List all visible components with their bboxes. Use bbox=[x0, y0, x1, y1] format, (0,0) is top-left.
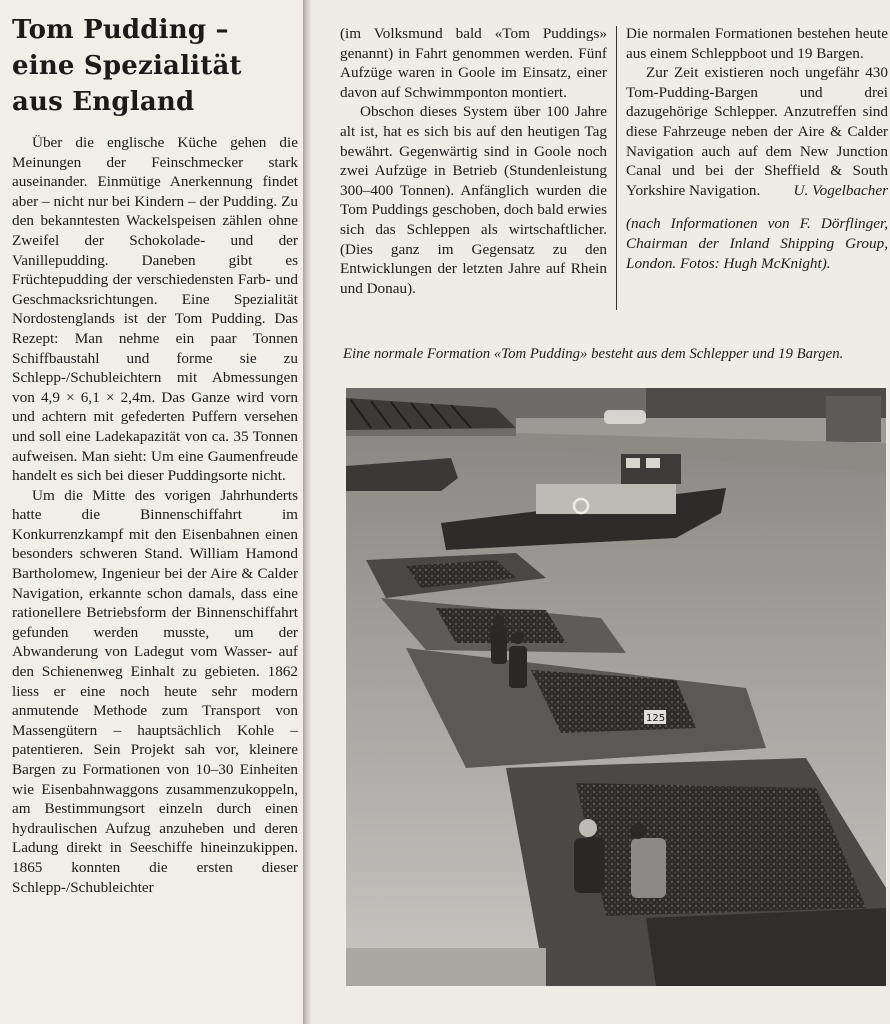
book-gutter bbox=[303, 0, 311, 1024]
paragraph: Die normalen Formationen bestehen heute aus einem Schleppboot und 19 Bargen. bbox=[626, 25, 888, 62]
paragraph: (im Volksmund bald «Tom Puddings» genannt) in Fahrt genommen werden. Fünf Aufzüge waren in Goole im Einsatz, einer davon auf Schwimmponton montiert. bbox=[340, 25, 607, 101]
barge-photo bbox=[346, 388, 886, 986]
source-note: (nach Informationen von F. Dörflinger, Chairman der Inland Shipping Group, London. Fotos: Hugh McKnight). bbox=[626, 215, 888, 272]
paragraph bbox=[626, 63, 888, 200]
paragraph: Obschon dieses System über 100 Jahre alt ist, hat es sich bis auf den heutigen Tag bewährt. Gegenwärtig sind in Goole noch zwei Aufzüge in Betrieb (Stundenleistung 300–400 Tonnen). Anfänglich wurden die Tom Puddings geschoben, doch bald erwies sich das Schleppen als wirtschaftlicher. (Dies ganz im Gegensatz zu den Entwicklungen der letzten Jahre auf Rhein und Donau). bbox=[340, 103, 607, 297]
paragraph-text: Zur Zeit existieren noch ungefähr 430 Tom-Pudding-Bargen und drei dazugehörige Schlepper. Anzutreffen sind diese Fahrzeuge neben der Aire & Calder Navigation auch auf dem New Junction Canal und bei der Sheffield & South Yorkshire Navigation. bbox=[626, 64, 888, 199]
barge-photo-illustration bbox=[346, 388, 886, 986]
column-divider bbox=[616, 26, 617, 310]
text-column-2 bbox=[340, 24, 607, 298]
paragraph: Über die englische Küche gehen die Meinungen der Feinschmecker stark auseinander. Einmütige Anerkennung findet aber – nicht nur bei Kindern – der Pudding. Zu den bekanntesten Wackelspeisen zählen ohne Zweifel der Schokolade- und der Vanillepudding. Daneben gibt es Früchtepudding der verschiedensten Farb- und Geschmacksrichtungen. Eine Spezialität Nordostenglands ist der Tom Pudding. Das Rezept: Man nehme ein paar Tonnen Schiffbaustahl und forme sie zu Schlepp-/Schubleichtern mit Abmessungen von 4,9 × 6,1 × 2,4m. Das Ganze wird vorn und achtern mit gefederten Puffern versehen und soll eine Ladekapazität von ca. 35 Tonnen aufweisen. Man sieht: Um eine Gaumenfreude handelt es sich bei dieser Puddingsorte nicht. bbox=[12, 134, 298, 485]
barge-number: 125 bbox=[646, 713, 666, 724]
article-headline: Tom Pudding – eine Spezialität aus England bbox=[12, 15, 242, 117]
photo-caption: Eine normale Formation «Tom Pudding» besteht aus dem Schlepper und 19 Bargen. bbox=[343, 346, 844, 362]
text-column-1 bbox=[12, 133, 298, 897]
text-column-3 bbox=[626, 24, 888, 273]
author-signature: U. Vogelbacher bbox=[793, 181, 888, 199]
paragraph: Um die Mitte des vorigen Jahrhunderts hatte die Binnenschiffahrt im Konkurrenzkampf mit den Eisenbahnen einen besonders schweren Stand. William Hamond Bartholomew, Ingenieur bei der Aire & Calder Navigation, erkannte schon damals, dass eine rationellere Betriebsform der Binnenschiffahrt gefunden werden musste, um der Abwanderung von Ladegut vom Wasser- auf den Schienenweg Einhalt zu gebieten. 1862 liess er eine noch heute sehr modern anmutende Methode zum Transport von Massengütern – hauptsächlich Kohle – patentieren. Sein Projekt sah vor, kleinere Bargen zu Formationen von 10–30 Einheiten wie Eisenbahnwaggons zusammenzukoppeln, am Bestimmungsort einzeln durch einen hydraulischen Aufzug anzuheben und deren Ladung direkt in Seeschiffe hineinzukippen. 1865 konnten die ersten dieser Schlepp-/Schubleichter bbox=[12, 486, 298, 896]
